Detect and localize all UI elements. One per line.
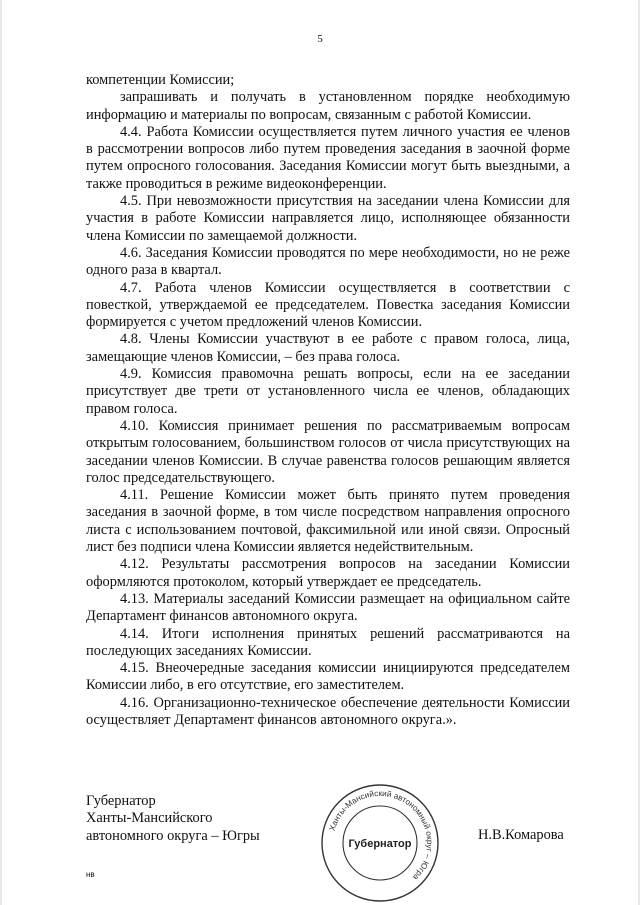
paragraph: 4.10. Комиссия принимает решения по рассматриваемым вопросам открытым голосованием, большинством голосов от числа присутствующих на заседании членов Комиссии. В случае равенства голосов решающим является голос председательствующего. [86, 417, 570, 486]
stamp-ring-text: Ханты-Мансийский автономный округ – Югра [327, 788, 435, 882]
page-number: 5 [317, 33, 323, 45]
paragraph: 4.4. Работа Комиссии осуществляется путем личного участия ее членов в рассмотрении вопросов либо путем проведения заседания в заочной форме путем опросного голосования. Заседания Комиссии могут быть выездными, а также проводиться в режиме видеоконференции. [86, 123, 570, 192]
paragraph: 4.7. Работа членов Комиссии осуществляется в соответствии с повесткой, утверждаемой ее председателем. Повестка заседания Комиссии формируется с учетом предложений членов Комиссии. [86, 279, 570, 331]
document-body [86, 72, 570, 729]
paragraph: компетенции Комиссии; [86, 72, 235, 88]
paragraph: 4.6. Заседания Комиссии проводятся по мере необходимости, но не реже одного раза в квартал. [86, 244, 570, 279]
signature-title-line-3: автономного округа – Югры [86, 827, 260, 844]
paragraph: 4.9. Комиссия правомочна решать вопросы, если на ее заседании присутствует две трети от установленного числа ее членов, обладающих правом голоса. [86, 366, 570, 417]
paragraph: 4.16. Организационно-техническое обеспечение деятельности Комиссии осуществляет Департамент финансов автономного округа.». [86, 694, 570, 728]
scan-edge-left [0, 0, 2, 905]
signature-title-line-1: Губернатор [86, 793, 156, 809]
paragraph: 4.13. Материалы заседаний Комиссии размещает на официальном сайте Департамент финансов автономного округа. [86, 590, 570, 625]
stamp-center-text: Губернатор [348, 838, 412, 850]
signature-block [86, 793, 260, 845]
paragraph: 4.5. При невозможности присутствия на заседании члена Комиссии для участия в работе Комиссии направляется лицо, исполняющее обязанности члена Комиссии по замещаемой должности. [86, 193, 570, 244]
signature-title-line-2: Ханты-Мансийского [86, 810, 213, 827]
paragraph: 4.14. Итоги исполнения принятых решений рассматриваются на последующих заседаниях Комиссии. [86, 625, 570, 659]
footer-code: нв [86, 870, 95, 879]
paragraph: 4.8. Члены Комиссии участвуют в ее работе с правом голоса, лица, замещающие членов Комиссии, – без права голоса. [86, 331, 570, 365]
paragraph: запрашивать и получать в установленном порядке необходимую информацию и материалы по вопросам, связанным с работой Комиссии. [86, 89, 570, 123]
paragraph: 4.15. Внеочередные заседания комиссии инициируются председателем Комиссии либо, в его отсутствие, его заместителем. [86, 660, 570, 694]
signatory-name: Н.В.Комарова [478, 827, 564, 843]
official-stamp [318, 781, 442, 905]
paragraph: 4.11. Решение Комиссии может быть принято путем проведения заседания в заочной форме, в том числе посредством направления опросного листа с использованием почтовой, факсимильной или иной связи. Опросный лист без подписи члена Комиссии является недействительным. [86, 487, 570, 556]
paragraph: 4.12. Результаты рассмотрения вопросов на заседании Комиссии оформляются протоколом, который утверждает ее председатель. [86, 556, 570, 590]
